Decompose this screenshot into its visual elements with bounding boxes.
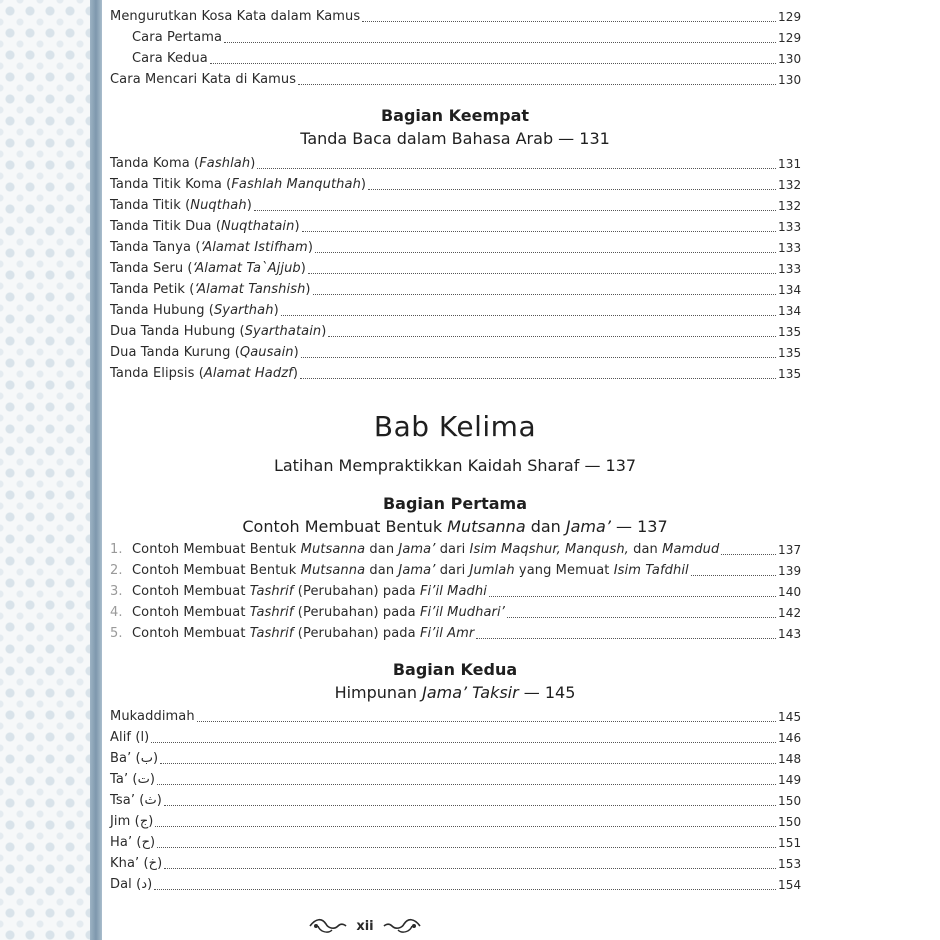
leader-dots xyxy=(197,721,776,722)
toc-entry-label: Dal (د) xyxy=(110,877,153,892)
leader-dots xyxy=(210,63,776,64)
toc-page xyxy=(110,0,800,940)
part-subtitle: Bagian Pertama xyxy=(382,494,528,513)
leader-dots xyxy=(254,210,776,211)
page-number: 132 xyxy=(778,178,802,192)
toc-entry-label: Tanda Koma (Fashlah) xyxy=(110,156,256,171)
page-number: 132 xyxy=(778,199,802,213)
toc-row xyxy=(110,278,800,298)
toc-entry-label: Tanda Seru (‘Alamat Ta`Ajjub) xyxy=(110,261,306,276)
part-title-text: Himpunan xyxy=(334,683,423,702)
toc-row xyxy=(110,873,800,893)
page-number: 135 xyxy=(778,367,802,381)
toc-entry-label: Cara Kedua xyxy=(132,51,208,66)
leader-dots xyxy=(302,231,776,232)
toc-entry-label: Contoh Membuat Tashrif (Perubahan) pada Fi’il Madhi xyxy=(132,584,487,599)
decorative-border-bar xyxy=(90,0,102,940)
leader-dots xyxy=(224,42,776,43)
toc-row xyxy=(110,5,800,25)
toc-row xyxy=(110,538,800,558)
part-title xyxy=(110,683,800,702)
list-number: 3. xyxy=(110,584,123,599)
page-number: 135 xyxy=(778,346,802,360)
toc-row xyxy=(110,68,800,88)
page-number: 130 xyxy=(778,73,802,87)
page-number: 145 xyxy=(778,710,802,724)
ornament-right-icon xyxy=(382,914,422,938)
toc-entry-label: Alif (ا) xyxy=(110,730,150,745)
toc-entry-label: Ha’ (ح) xyxy=(110,835,156,850)
leader-dots xyxy=(155,826,776,827)
page-number: 150 xyxy=(778,815,802,829)
leader-dots xyxy=(157,847,776,848)
part-title-italic: Jama’ Taksir xyxy=(422,683,519,702)
part-title xyxy=(110,517,800,536)
page-number: 129 xyxy=(778,31,802,45)
leader-dots xyxy=(151,742,776,743)
chapter-subtitle: Latihan Mempraktikkan Kaidah Sharaf — 137 xyxy=(273,456,637,475)
toc-entry-label: Kha’ (خ) xyxy=(110,856,163,871)
leader-dots xyxy=(362,21,776,22)
toc-entry-label: Contoh Membuat Tashrif (Perubahan) pada Fi’il Mudhari’ xyxy=(132,605,505,620)
decorative-border-pattern xyxy=(0,0,92,940)
chapter-title: Bab Kelima xyxy=(373,410,537,443)
leader-dots xyxy=(691,575,776,576)
page-number: 150 xyxy=(778,794,802,808)
page-number: 135 xyxy=(778,325,802,339)
leader-dots xyxy=(313,294,776,295)
toc-entry-label: Tsa’ (ث) xyxy=(110,793,162,808)
toc-row xyxy=(110,622,800,642)
page-number: 134 xyxy=(778,304,802,318)
page-number: 149 xyxy=(778,773,802,787)
leader-dots xyxy=(157,784,776,785)
toc-row xyxy=(110,789,800,809)
folio-number: xii xyxy=(356,918,374,934)
list-number: 4. xyxy=(110,605,123,620)
leader-dots xyxy=(301,357,776,358)
leader-dots xyxy=(298,84,776,85)
leader-dots xyxy=(721,554,776,555)
toc-entry-label: Tanda Elipsis (Alamat Hadzf) xyxy=(110,366,299,381)
toc-entry-label: Cara Mencari Kata di Kamus xyxy=(110,72,297,87)
toc-entry-label: Tanda Titik Koma (Fashlah Manquthah) xyxy=(110,177,367,192)
toc-entry-label: Mengurutkan Kosa Kata dalam Kamus xyxy=(110,9,361,24)
leader-dots xyxy=(368,189,776,190)
page-number: 131 xyxy=(778,157,802,171)
part-title-text: — 137 xyxy=(610,517,668,536)
list-number: 2. xyxy=(110,563,123,578)
part-subtitle: Bagian Kedua xyxy=(392,660,518,679)
leader-dots xyxy=(300,378,776,379)
toc-entry-label: Contoh Membuat Bentuk Mutsanna dan Jama’ dari Isim Maqshur, Manqush, dan Mamdud xyxy=(132,542,720,557)
page-number: 133 xyxy=(778,262,802,276)
toc-row xyxy=(110,194,800,214)
page-number: 129 xyxy=(778,10,802,24)
toc-row xyxy=(110,26,800,46)
toc-row xyxy=(110,559,800,579)
ornament-left-icon xyxy=(308,914,348,938)
leader-dots xyxy=(315,252,776,253)
leader-dots xyxy=(164,805,776,806)
page-number: 134 xyxy=(778,283,802,297)
toc-entry-label: Contoh Membuat Bentuk Mutsanna dan Jama’ dari Jumlah yang Memuat Isim Tafdhil xyxy=(132,563,689,578)
toc-row xyxy=(110,152,800,172)
page-number: 143 xyxy=(778,627,802,641)
page-number: 140 xyxy=(778,585,802,599)
toc-row xyxy=(110,47,800,67)
toc-entry-label: Tanda Tanya (‘Alamat Istifham) xyxy=(110,240,313,255)
toc-row xyxy=(110,726,800,746)
toc-row xyxy=(110,257,800,277)
toc-entry-label: Tanda Hubung (Syarthah) xyxy=(110,303,279,318)
leader-dots xyxy=(507,617,776,618)
toc-row xyxy=(110,601,800,621)
toc-row xyxy=(110,299,800,319)
toc-row xyxy=(110,362,800,382)
toc-entry-label: Jim (ج) xyxy=(110,814,154,829)
toc-row xyxy=(110,768,800,788)
page-folio xyxy=(290,912,440,940)
toc-entry-label: Contoh Membuat Tashrif (Perubahan) pada Fi’il Amr xyxy=(132,626,475,641)
toc-entry-label: Tanda Titik Dua (Nuqthatain) xyxy=(110,219,300,234)
page-number: 148 xyxy=(778,752,802,766)
list-number: 1. xyxy=(110,542,123,557)
leader-dots xyxy=(489,596,776,597)
leader-dots xyxy=(160,763,776,764)
toc-row xyxy=(110,810,800,830)
page-number: 154 xyxy=(778,878,802,892)
toc-row xyxy=(110,173,800,193)
list-number: 5. xyxy=(110,626,123,641)
page-number: 151 xyxy=(778,836,802,850)
toc-row xyxy=(110,215,800,235)
toc-row xyxy=(110,705,800,725)
part-title-italic: Jama’ xyxy=(565,517,611,536)
toc-row xyxy=(110,320,800,340)
toc-entry-label: Tanda Titik (Nuqthah) xyxy=(110,198,252,213)
page-number: 130 xyxy=(778,52,802,66)
toc-row xyxy=(110,852,800,872)
page-number: 133 xyxy=(778,220,802,234)
page-number: 146 xyxy=(778,731,802,745)
toc-row xyxy=(110,747,800,767)
part-title: Tanda Baca dalam Bahasa Arab — 131 xyxy=(300,129,610,148)
page-number: 137 xyxy=(778,543,802,557)
toc-row xyxy=(110,831,800,851)
part-title-text: Contoh Membuat Bentuk xyxy=(242,517,448,536)
toc-row xyxy=(110,580,800,600)
toc-entry-label: Dua Tanda Kurung (Qausain) xyxy=(110,345,299,360)
part-subtitle: Bagian Keempat xyxy=(380,106,530,125)
toc-row xyxy=(110,236,800,256)
page-number: 153 xyxy=(778,857,802,871)
leader-dots xyxy=(281,315,776,316)
toc-entry-label: Dua Tanda Hubung (Syarthatain) xyxy=(110,324,327,339)
toc-entry-label: Ta’ (ت) xyxy=(110,772,156,787)
toc-entry-label: Mukaddimah xyxy=(110,709,195,724)
leader-dots xyxy=(257,168,776,169)
leader-dots xyxy=(476,638,776,639)
leader-dots xyxy=(164,868,776,869)
toc-row xyxy=(110,341,800,361)
toc-entry-label: Tanda Petik (‘Alamat Tanshish) xyxy=(110,282,311,297)
page-number: 142 xyxy=(778,606,802,620)
leader-dots xyxy=(154,889,776,890)
leader-dots xyxy=(308,273,776,274)
part-title-text: dan xyxy=(525,517,566,536)
part-title-italic: Mutsanna xyxy=(447,517,526,536)
toc-entry-label: Cara Pertama xyxy=(132,30,223,45)
part-title-text: — 145 xyxy=(518,683,576,702)
page-number: 133 xyxy=(778,241,802,255)
leader-dots xyxy=(328,336,776,337)
toc-entry-label: Ba’ (ب) xyxy=(110,751,159,766)
page-number: 139 xyxy=(778,564,802,578)
